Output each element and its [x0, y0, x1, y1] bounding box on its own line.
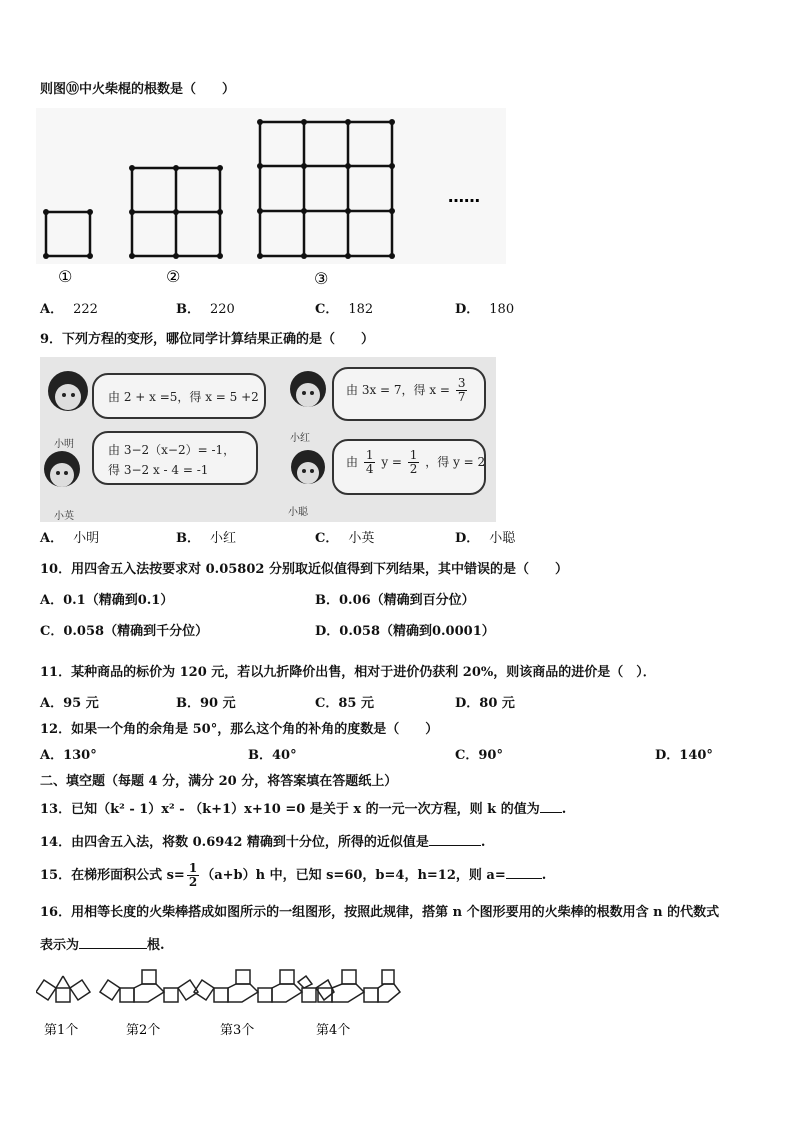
q16-matchstick-figures	[36, 962, 406, 1042]
q8-option-d: D． 180	[455, 302, 515, 317]
q10-stem: 10．用四舍五入法按要求对 0.05802 分别取近似值得到下列结果，其中错误的是（ ）	[40, 562, 568, 577]
q16-fig-label-1: 第1个	[44, 1023, 79, 1038]
q11-option-a: A．95 元	[40, 696, 99, 711]
q9-option-a: A． 小明	[40, 531, 100, 546]
q11-stem: 11．某种商品的标价为 120 元，若以九折降价出售，相对于进价仍获利 20%，则该商品的进价是（ ）．	[40, 665, 656, 680]
q9-option-b: B． 小红	[176, 531, 237, 546]
q8-option-b: B． 220	[176, 302, 235, 317]
q15-fraction: $\frac{1}{2}$	[188, 861, 198, 889]
bubble-xiaoying	[92, 431, 258, 485]
student-name-xiaoming: 小明	[54, 439, 74, 450]
q9-stem: 9．下列方程的变形，哪位同学计算结果正确的是（ ）	[40, 332, 375, 347]
q8-fig-label-1: ①	[58, 267, 73, 286]
q16-fig-label-4: 第4个	[316, 1023, 351, 1038]
q14-text: 14．由四舍五入法，将数 0.6942 精确到十分位，所得的近似值是 .	[40, 835, 486, 850]
q16-line1: 16．用相等长度的火柴棒搭成如图所示的一组图形，按照此规律，搭第 n 个图形要用的火柴棒的根数用含 n 的代数式	[40, 905, 720, 920]
q16-fig-label-3: 第3个	[220, 1023, 255, 1038]
q11-option-b: B．90 元	[176, 696, 236, 711]
q13-answer-blank[interactable]	[540, 800, 562, 813]
bubble-xiaoming-text: 由 2 + x =5，得 x = 5 +2	[108, 390, 259, 404]
bubble-xiaohong-text: 由 3x = 7，得 x = $\frac{3}{7}$	[346, 376, 466, 404]
q8-stem: 则图⑩中火柴棍的根数是（ ）	[40, 82, 236, 97]
student-name-xiaoying: 小英	[54, 511, 74, 522]
q10-option-d: D．0.058（精确到0.0001）	[315, 624, 495, 639]
q9-illustration	[40, 357, 496, 522]
q11-option-c: C．85 元	[315, 696, 374, 711]
q15-text: 15．在梯形面积公式 s= $\frac{1}{2}$ （a+b）h 中，已知 s=60，b=4，h=12，则 a= .	[40, 861, 547, 889]
bubble-xiaoying-line2: 得 3−2 x - 4 = -1	[108, 463, 209, 477]
q16-answer-blank[interactable]	[79, 936, 147, 949]
q8-option-c: C． 182	[315, 302, 374, 317]
q16-fig-label-2: 第2个	[126, 1023, 161, 1038]
bubble-xiaocong-text: 由 $\frac{1}{4}$ y = $\frac{1}{2}$ ，得 y = 2	[346, 448, 486, 476]
bubble-xiaoying-line1: 由 3−2（x−2）= -1，	[108, 443, 236, 457]
student-name-xiaohong: 小红	[290, 433, 310, 444]
q12-option-c: C．90°	[455, 748, 503, 763]
q8-ellipsis: ……	[448, 187, 480, 206]
q10-option-a: A．0.1（精确到0.1）	[40, 593, 174, 608]
q8-fig-label-2: ②	[166, 267, 181, 286]
q12-option-b: B．40°	[248, 748, 297, 763]
q9-option-c: C． 小英	[315, 531, 375, 546]
q12-option-a: A．130°	[40, 748, 97, 763]
q11-option-d: D．80 元	[455, 696, 515, 711]
q9-option-d: D． 小聪	[455, 531, 516, 546]
q16-line2: 表示为 根.	[40, 938, 165, 953]
q12-option-d: D．140°	[655, 748, 713, 763]
section-heading-fill-in: 二、填空题（每题 4 分，满分 20 分，将答案填在答题纸上）	[40, 774, 398, 789]
q15-answer-blank[interactable]	[506, 866, 542, 879]
bubble-xiaohong	[332, 367, 486, 421]
q8-matchstick-figures	[36, 108, 506, 298]
q8-option-a: A． 222	[40, 302, 98, 317]
q12-stem: 12．如果一个角的余角是 50°，那么这个角的补角的度数是（ ）	[40, 722, 439, 737]
q14-answer-blank[interactable]	[429, 833, 481, 846]
q10-option-c: C．0.058（精确到千分位）	[40, 624, 209, 639]
q10-option-b: B．0.06（精确到百分位）	[315, 593, 475, 608]
q8-fig-label-3: ③	[314, 269, 329, 288]
bubble-xiaoming	[92, 373, 266, 419]
q13-text: 13．已知（k² - 1）x² - （k+1）x+10 =0 是关于 x 的一元一次方程，则 k 的值为 .	[40, 802, 567, 817]
student-name-xiaocong: 小聪	[288, 507, 308, 518]
bubble-xiaocong	[332, 439, 486, 495]
